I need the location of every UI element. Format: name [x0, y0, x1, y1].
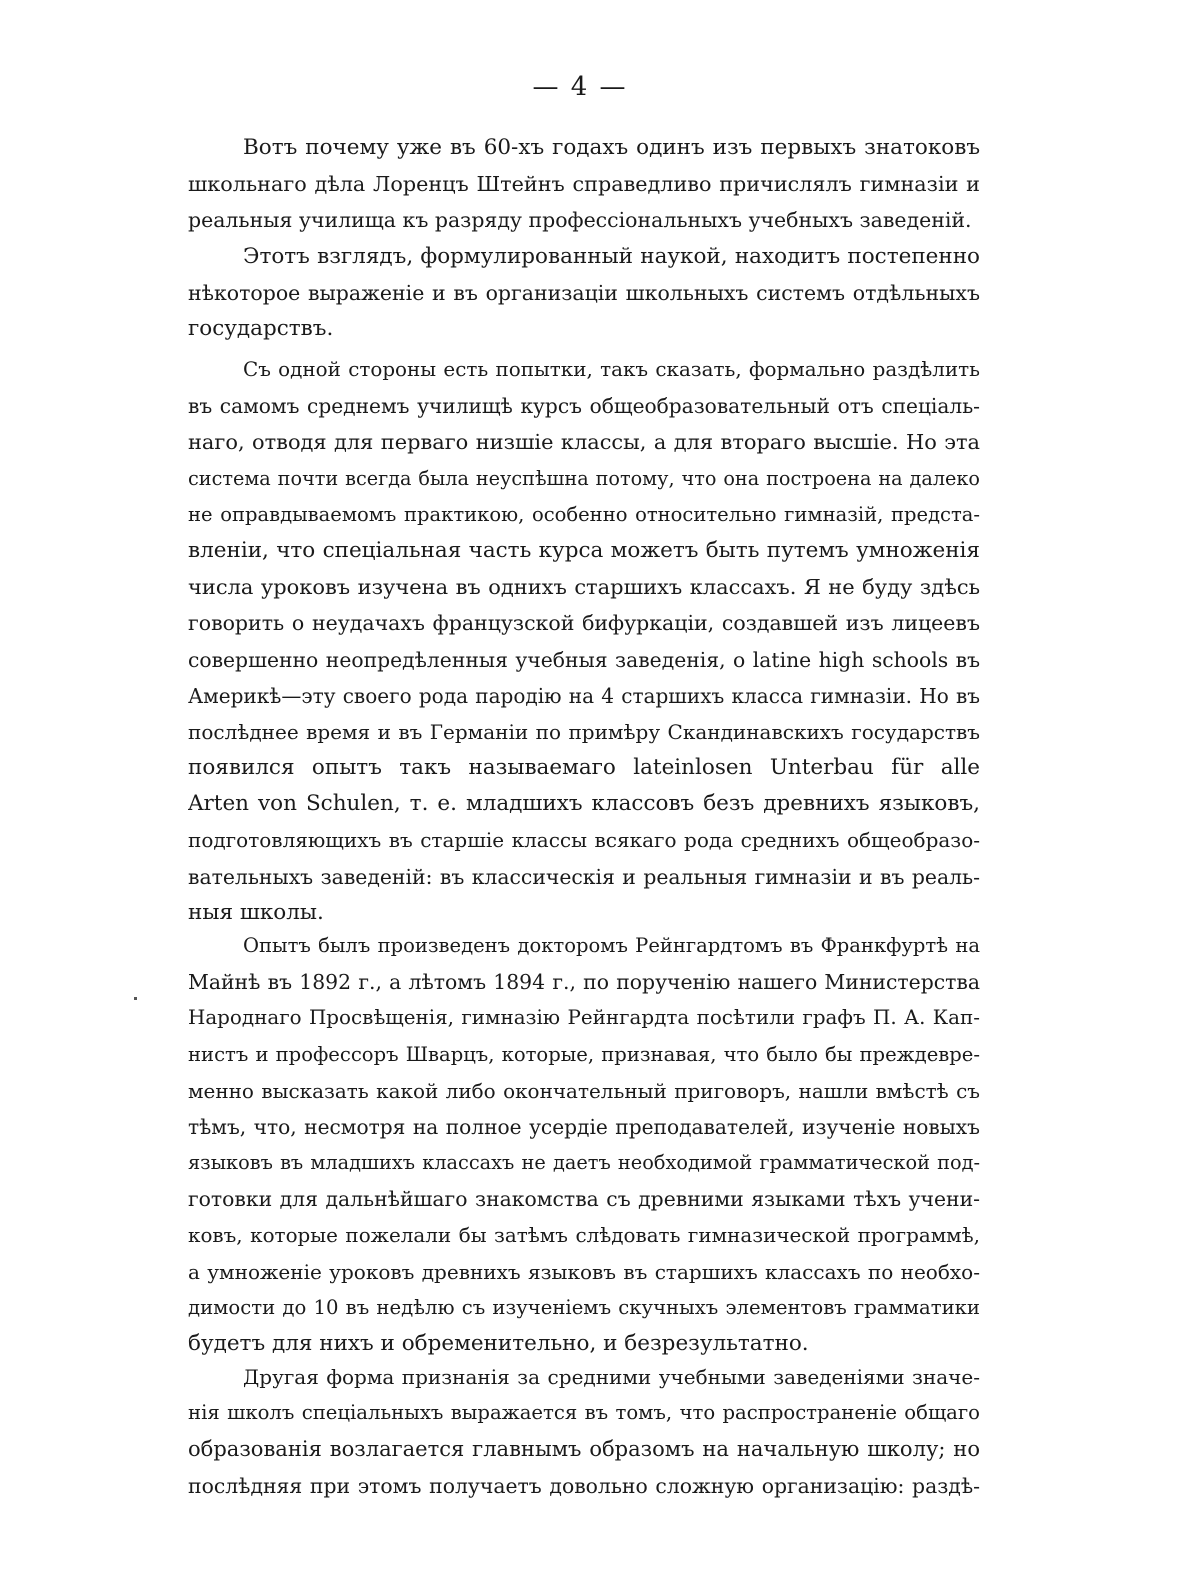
text-line: подготовляющихъ въ старшіе классы всякаго рода среднихъ общеобразо-	[188, 828, 980, 853]
text-line: а умноженіе уроковъ древнихъ языковъ въ старшихъ классахъ по необхо-	[188, 1259, 980, 1284]
text-line: вленіи, что спеціальная часть курса можетъ быть путемъ умноженія	[188, 537, 980, 563]
text-line: школьнаго дѣла Лоренцъ Штейнъ справедливо причислялъ гимназіи и	[188, 172, 980, 197]
text-line: готовки для дальнѣйшаго знакомства съ древними языками тѣхъ учени-	[188, 1187, 980, 1212]
text-line: послѣднее время и въ Германіи по примѣру Скандинавскихъ государствъ	[188, 719, 980, 744]
text-line: Вотъ почему уже въ 60-хъ годахъ одинъ изъ первыхъ знатоковъ	[243, 135, 980, 160]
text-line: числа уроковъ изучена въ однихъ старшихъ классахъ. Я не буду здѣсь	[188, 575, 980, 600]
text-line: не оправдываемомъ практикою, особенно относительно гимназій, предста-	[188, 502, 980, 526]
margin-speck	[134, 997, 137, 1000]
text-line: Этотъ взглядъ, формулированный наукой, находитъ постепенно	[243, 244, 980, 269]
text-line: Другая форма признанія за средними учебными заведеніями значе-	[243, 1365, 980, 1389]
text-line: нія школъ спеціальныхъ выражается въ томъ, что распространеніе общаго	[188, 1401, 980, 1425]
text-line: менно высказать какой либо окончательный приговоръ, нашли вмѣстѣ съ	[188, 1078, 980, 1103]
text-line: Америкѣ—эту своего рода пародію на 4 старшихъ класса гимназіи. Но въ	[188, 683, 980, 708]
text-line: ныя школы.	[188, 899, 324, 925]
text-line: нѣкоторое выраженіе и въ организаціи школьныхъ системъ отдѣльныхъ	[188, 281, 980, 306]
text-line: появился опытъ такъ называемаго lateinlosen Unterbau für alle	[188, 755, 980, 781]
text-line: говорить о неудачахъ французской бифуркаціи, создавшей изъ лицеевъ	[188, 611, 980, 636]
text-line: Народнаго Просвѣщенія, гимназію Рейнгардта посѣтили графъ П. А. Кап-	[188, 1006, 980, 1030]
text-line: реальныя училища къ разряду профессіональныхъ учебныхъ заведеній.	[188, 208, 972, 233]
text-line: образованія возлагается главнымъ образомъ на начальную школу; но	[188, 1436, 980, 1462]
text-line: Майнѣ въ 1892 г., а лѣтомъ 1894 г., по порученію нашего Министерства	[188, 970, 980, 995]
paragraph-1	[188, 130, 980, 239]
text-line: совершенно неопредѣленныя учебныя заведенія, о latine high schools въ	[188, 647, 980, 672]
text-line: наго, отводя для перваго низшіе классы, а для втораго высшіе. Но эта	[188, 430, 980, 455]
paragraph-5	[188, 1359, 980, 1504]
text-line: система почти всегда была неуспѣшна потому, что она построена на далеко	[188, 466, 980, 490]
text-line: въ самомъ среднемъ училищѣ курсъ общеобразовательный отъ спеціаль-	[188, 394, 980, 419]
text-line: Съ одной стороны есть попытки, такъ сказать, формально раздѣлить	[243, 358, 980, 381]
text-line: Arten von Schulen, т. е. младшихъ классовъ безъ древнихъ языковъ,	[188, 791, 980, 817]
text-line: государствъ.	[188, 316, 334, 342]
text-line: димости до 10 въ недѣлю съ изученіемъ скучныхъ элементовъ грамматики	[188, 1295, 980, 1319]
text-line: ковъ, которые пожелали бы затѣмъ слѣдовать гимназической программѣ,	[188, 1223, 980, 1247]
text-line: языковъ въ младшихъ классахъ не даетъ необходимой грамматической под-	[188, 1151, 980, 1175]
text-line: послѣдняя при этомъ получаетъ довольно сложную организацію: раздѣ-	[188, 1473, 980, 1498]
text-line: будетъ для нихъ и обременительно, и безрезультатно.	[188, 1331, 809, 1357]
paragraph-4	[188, 928, 980, 1362]
paragraph-3	[188, 352, 980, 931]
text-line: Опытъ былъ произведенъ докторомъ Рейнгардтомъ въ Франкфуртѣ на	[243, 934, 980, 957]
text-line: вательныхъ заведеній: въ классическія и реальныя гимназіи и въ реаль-	[188, 864, 980, 889]
text-line: нистъ и профессоръ Шварцъ, которые, признавая, что было бы преждевре-	[188, 1042, 980, 1066]
text-line: тѣмъ, что, несмотря на полное усердіе преподавателей, изученіе новыхъ	[188, 1114, 980, 1139]
paragraph-2	[188, 239, 980, 348]
page-number: — 4 —	[532, 72, 628, 102]
